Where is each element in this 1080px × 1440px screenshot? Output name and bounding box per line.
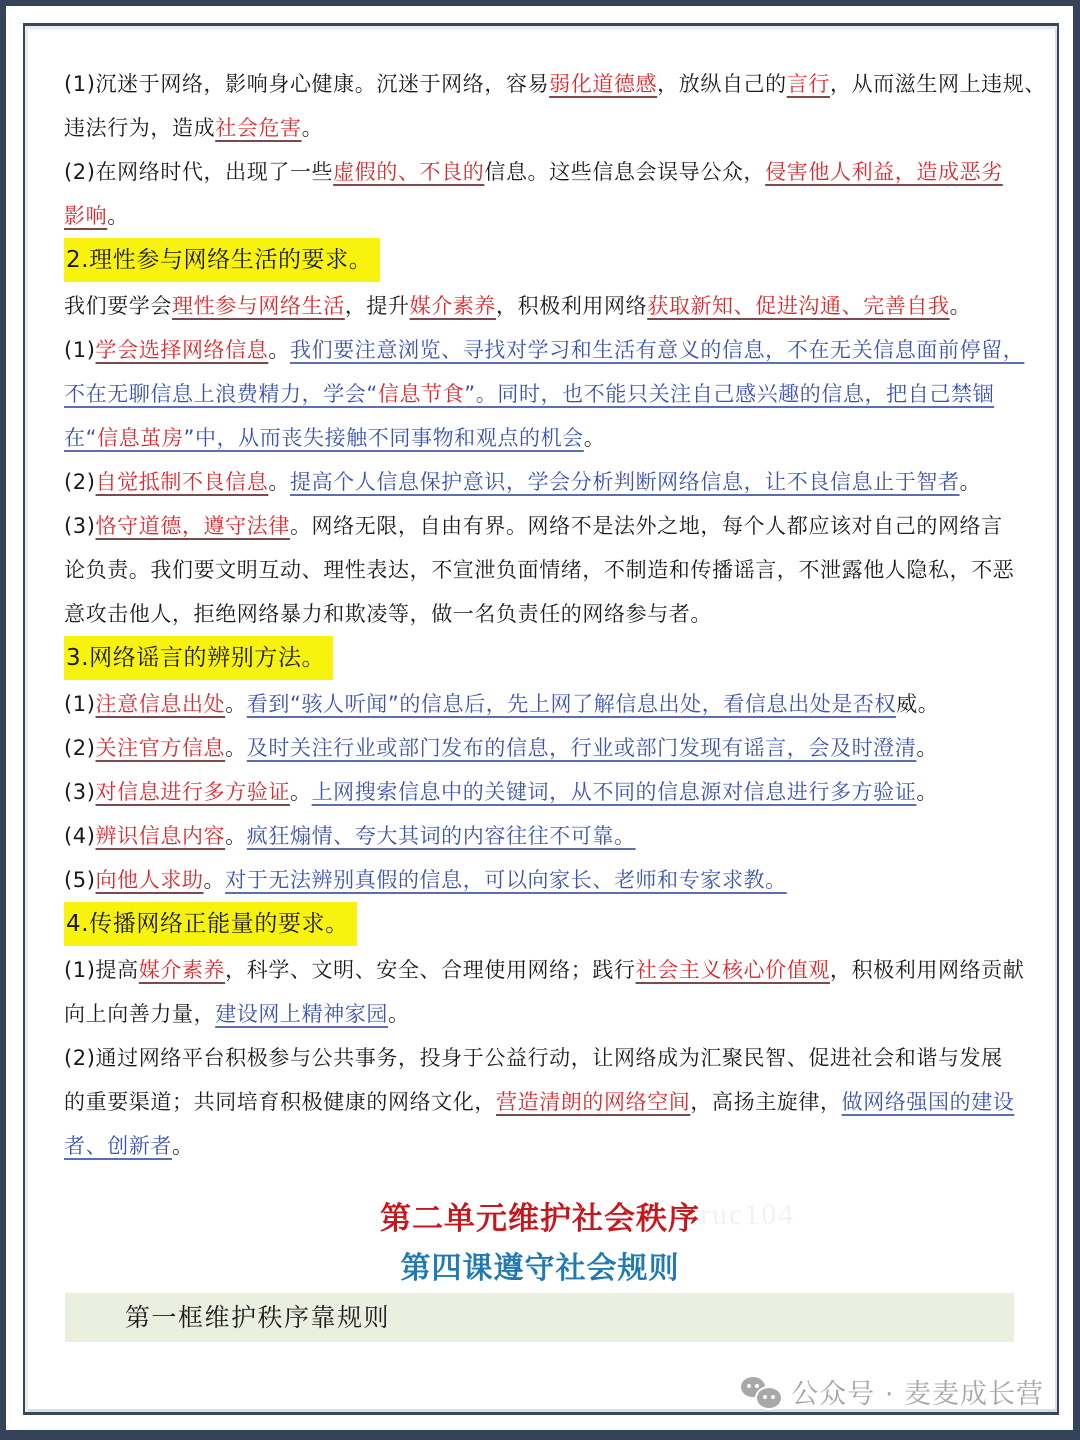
text-segment: (4) [64,824,96,848]
text-segment: 。 [301,116,324,140]
text-segment: 。 [203,868,226,892]
lesson-title: 第四课遵守社会规则 [400,1251,680,1286]
blue-underlined-phrase: 及时关注行业或部门发布的信息，行业或部门发现有谣言，会及时澄清 [246,736,917,760]
text-line [64,814,1019,858]
text-line [64,194,1019,238]
red-keyword: 媒介素养 [409,294,497,318]
text-segment: ，提升 [344,294,410,318]
text-segment: 。 [107,204,129,228]
text-segment: 。 [949,294,972,318]
text-line [64,858,1019,902]
red-keyword: 学会选择网络信息 [95,338,269,362]
text-segment: 。 [225,736,247,760]
text-line [64,1080,1019,1124]
text-segment: ，积极利用网络贡献 [829,958,1025,982]
text-segment: (1) [64,692,96,716]
text-segment: 。 [225,692,247,716]
blue-underlined-phrase: 对于无法辨别真假的信息，可以向家长、老师和专家求教。 [225,868,787,892]
blue-underlined-phrase: 上网搜索信息中的关键词，从不同的信息源对信息进行多方验证 [311,780,917,804]
red-keyword: 信息茧房 [97,426,184,450]
section-heading: 3.网络谣言的辨别方法。 [64,636,333,680]
text-segment: 。 [268,338,290,362]
red-keyword: 营造清朗的网络空间 [496,1090,691,1114]
text-line [64,328,1025,372]
text-segment: 。 [959,470,982,494]
text-segment: (3) [64,780,96,804]
red-keyword: 向他人求助 [95,868,204,892]
text-line [64,682,1019,726]
blue-underlined-phrase: 看到“骇人听闻”的信息后，先上网了解信息出处，看信息出处是否权 [246,692,897,716]
red-keyword: 辨识信息内容 [95,824,226,848]
document-content [64,62,1046,1168]
text-segment: (5) [64,868,96,892]
red-keyword: 影响 [64,204,108,228]
blue-underlined-phrase: ”中，从而丧失接触不同事物和观点的机会 [183,426,584,450]
text-line [64,770,1019,814]
text-line [64,592,1019,636]
text-segment: 的重要渠道；共同培育积极健康的网络文化， [64,1090,496,1114]
text-segment: 。 [388,1002,410,1026]
text-line [64,460,1019,504]
text-segment: ，从而滋生网上违规、 [829,72,1046,96]
blue-underlined-phrase: 在“ [64,426,98,450]
blue-underlined-phrase: 疯狂煽情、夸大其词的内容往往不可靠。 [246,824,636,848]
text-line [64,62,1046,106]
text-line [64,548,1019,592]
text-segment: (1)沉迷于网络，影响身心健康。沉迷于网络，容易 [64,72,550,96]
red-keyword: 弱化道德感 [549,72,658,96]
red-keyword: 恪守道德，遵守法律 [95,514,290,538]
intro-block [64,62,1046,238]
account-watermark [741,1372,1044,1411]
red-keyword: 媒介素养 [138,958,226,982]
text-segment: 我们要学会 [64,294,172,318]
text-line [64,504,1019,548]
text-segment: ，高扬主旋律， [690,1090,842,1114]
blue-underlined-phrase: ”。同时，也不能只关注自己感兴趣的信息，把自己禁锢 [464,382,995,406]
text-segment: 。 [289,780,312,804]
text-segment: (1)提高 [64,958,139,982]
text-segment: 向上向善力量， [64,1002,216,1026]
section-3-body [64,682,1019,902]
red-keyword: 信息节食 [377,382,465,406]
watermark-text: 公众号 · 麦麦成长营 [791,1379,1044,1410]
text-segment: (2)在网络时代，出现了一些 [64,160,334,184]
text-line [64,150,1019,194]
red-keyword: 侵害他人利益，造成恶劣 [765,160,1003,184]
red-keyword: 关注官方信息 [95,736,226,760]
section-3 [64,636,1019,682]
text-line [64,948,1025,992]
text-segment: (2) [64,470,96,494]
red-keyword: 获取新知、促进沟通、完善自我 [647,294,950,318]
text-segment: 。 [268,470,290,494]
text-line [64,416,1019,460]
text-segment: 违法行为，造成 [64,116,216,140]
red-keyword: 社会危害 [215,116,302,140]
text-segment: 。 [916,780,938,804]
text-segment: ，积极利用网络 [496,294,648,318]
text-segment: (2) [64,736,96,760]
text-segment: 论负责。我们要文明互动、理性表达，不宣泄负面情绪，不制造和传播谣言，不泄露他人隐私，不恶 [64,558,1015,582]
text-line [64,1036,1019,1080]
text-segment: 。 [916,736,938,760]
blue-underlined-phrase: 者、创新者 [64,1134,172,1158]
text-segment: 信息。这些信息会误导公众， [484,160,766,184]
text-line [64,284,1019,328]
section-2-body [64,284,1025,636]
text-segment: (3) [64,514,96,538]
text-line [64,106,1019,150]
red-keyword: 社会主义核心价值观 [635,958,830,982]
text-segment: ，科学、文明、安全、合理使用网络；践行 [225,958,636,982]
frame-title-box [65,1293,1014,1342]
red-keyword: 自觉抵制不良信息 [95,470,269,494]
wechat-icon [741,1375,783,1409]
blue-underlined-phrase: 我们要注意浏览、寻找对学习和生活有意义的信息，不在无关信息面前停留， [289,338,1025,362]
text-segment: 。网络无限，自由有界。网络不是法外之地，每个人都应该对自己的网络言 [289,514,1003,538]
text-line [64,992,1019,1036]
section-2 [64,238,1019,284]
red-keyword: 对信息进行多方验证 [95,780,290,804]
text-segment: 意攻击他人，拒绝网络暴力和欺凌等，做一名负责任的网络参与者。 [64,602,712,626]
section-4 [64,902,1019,948]
text-segment: 。 [225,824,247,848]
text-segment: 。 [172,1134,194,1158]
text-segment: 。 [583,426,606,450]
section-4-body [64,948,1025,1168]
red-keyword: 虚假的、不良的 [333,160,485,184]
text-line [64,372,1019,416]
faded-watermark-text: ruc104 [700,1198,796,1231]
red-keyword: 理性参与网络生活 [172,294,345,318]
text-segment: (1) [64,338,96,362]
unit-title: 第二单元维护社会秩序 [380,1201,700,1237]
red-keyword: 言行 [786,72,830,96]
text-segment: ，放纵自己的 [657,72,787,96]
text-segment: 威。 [896,692,940,716]
red-keyword: 注意信息出处 [95,692,226,716]
blue-underlined-phrase: 做网络强国的建设 [841,1090,1015,1114]
text-segment: (2)通过网络平台积极参与公共事务，投身于公益行动，让网络成为汇聚民智、促进社会和谐与发展 [64,1046,1003,1070]
frame-title: 第一框维护秩序靠规则 [125,1303,391,1332]
section-heading: 4.传播网络正能量的要求。 [64,902,357,946]
blue-underlined-phrase: 不在无聊信息上浪费精力，学会“ [64,382,378,406]
blue-underlined-phrase: 建设网上精神家园 [215,1002,389,1026]
text-line [64,726,1019,770]
section-heading: 2.理性参与网络生活的要求。 [64,238,380,282]
blue-underlined-phrase: 提高个人信息保护意识，学会分析判断网络信息，让不良信息止于智者 [289,470,960,494]
text-line [64,1124,1019,1168]
